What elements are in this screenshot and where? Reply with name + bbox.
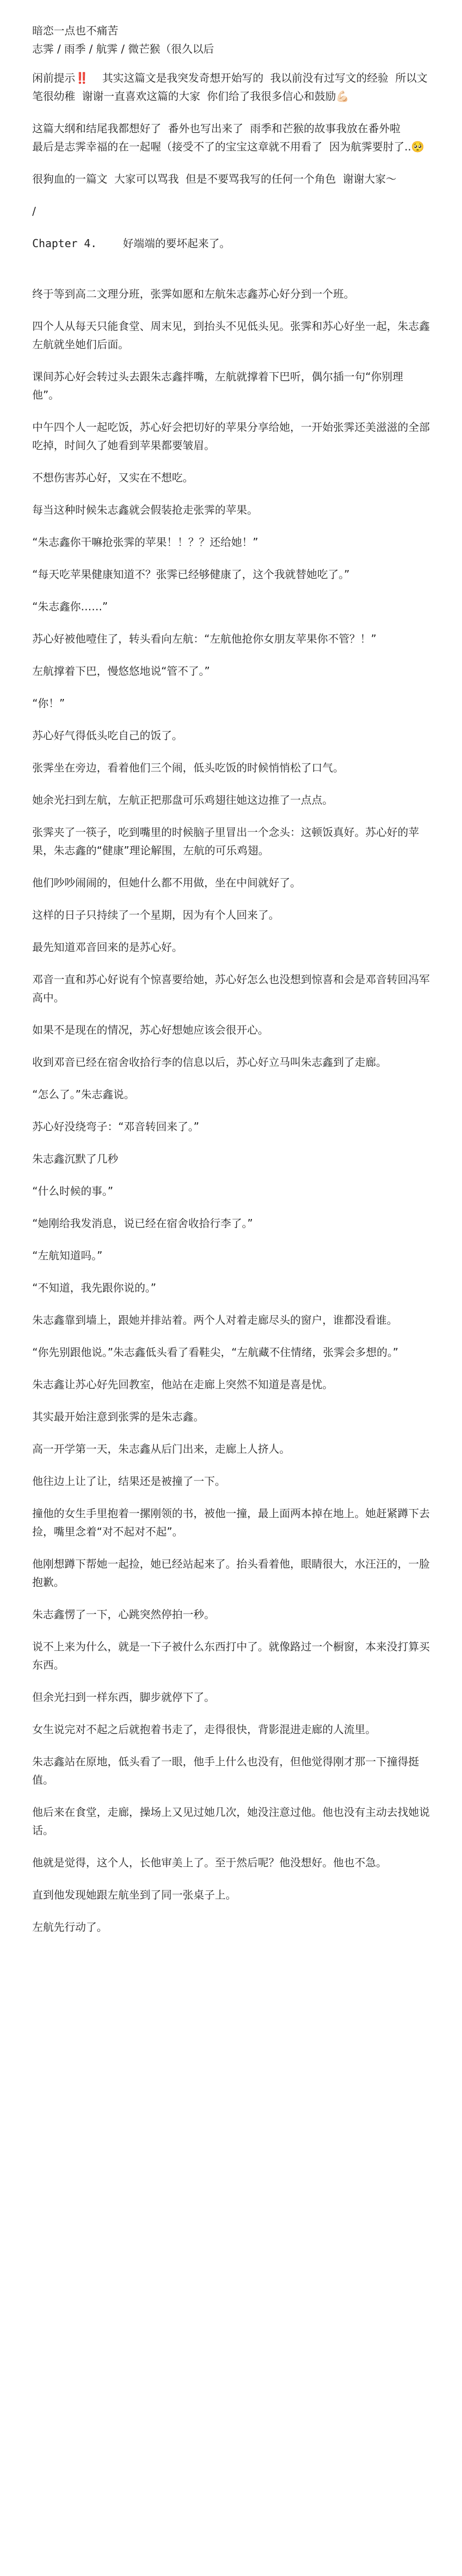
story-paragraph: “每天吃苹果健康知道不？张霁已经够健康了，这个我就替她吃了。” [32,568,350,581]
section-divider: / [32,205,36,218]
story-paragraph: 他就是觉得，这个人，长他审美上了。至于然后呢？他没想好。他也不急。 [32,1856,387,1869]
story-paragraph: 最先知道邓音回来的是苏心好。 [32,941,183,954]
story-paragraph: 他刚想蹲下帮她一起捡，她已经站起来了。抬头看着他，眼睛很大，水汪汪的，一脸抱歉。 [32,1557,430,1589]
story-paragraph: 直到他发现她跟左航坐到了同一张桌子上。 [32,1888,236,1901]
story-paragraph: “你！” [32,697,65,710]
story-paragraph: “她刚给我发消息，说已经在宿舍收拾行李了。” [32,1217,253,1230]
story-paragraph: “怎么了。”朱志鑫说。 [32,1088,135,1101]
story-paragraph: 张霁夹了一筷子，吃到嘴里的时候脑子里冒出一个念头：这顿饭真好。苏心好的苹果，朱志鑫的“健康”理论解围，左航的可乐鸡翅。 [32,826,419,857]
story-paragraph: “左航知道吗。” [32,1249,103,1262]
story-paragraph: 如果不是现在的情况，苏心好想她应该会很开心。 [32,1023,269,1036]
story-paragraph: 朱志鑫让苏心好先回教室，他站在走廊上突然不知道是喜是忧。 [32,1378,333,1391]
story-paragraph: 但余光扫到一样东西，脚步就停下了。 [32,1691,215,1704]
story-paragraph: 四个人从每天只能食堂、周末见，到抬头不见低头见。张霁和苏心好坐一起，朱志鑫左航就坐她们后面。 [32,320,430,351]
story-paragraph: 终于等到高二文理分班，张霁如愿和左航朱志鑫苏心好分到一个班。 [32,287,355,300]
story-paragraph: 收到邓音已经在宿舍收拾行李的信息以后，苏心好立马叫朱志鑫到了走廊。 [32,1056,387,1069]
story-paragraph: “什么时候的事。” [32,1185,113,1197]
author-notice: 闲前提示‼️ 其实这篇文是我突发奇想开始写的 我以前没有过写文的经验 所以文笔很幼稚 谢谢一直喜欢这篇的大家 你们给了我很多信心和鼓励💪🏻 [32,71,428,103]
author-notice: 最后是志霁幸福的在一起喔（接受不了的宝宝这章就不用看了 因为航霁要肘了..🥺 [32,140,425,153]
story-paragraph: 课间苏心好会转过头去跟朱志鑫拌嘴，左航就撑着下巴听，偶尔插一句“你别理他”。 [32,370,403,401]
story-paragraph: 他后来在食堂，走廊，操场上又见过她几次，她没注意过他。他也没有主动去找她说话。 [32,1806,430,1837]
story-paragraph: 这样的日子只持续了一个星期，因为有个人回来了。 [32,908,279,921]
author-notice: 很狗血的一篇文 大家可以骂我 但是不要骂我写的任何一个角色 谢谢大家～ [32,172,397,185]
story-paragraph: “朱志鑫你干嘛抢张霁的苹果！！？？还给她！” [32,536,258,549]
story-paragraph: 朱志鑫站在原地，低头看了一眼，他手上什么也没有，但他觉得刚才那一下撞得挺值。 [32,1755,419,1786]
author-notice: 这篇大纲和结尾我都想好了 番外也写出来了 雨季和芒猴的故事我放在番外啦 [32,122,401,135]
story-paragraph: 其实最开始注意到张霁的是朱志鑫。 [32,1410,204,1423]
story-paragraph: 撞他的女生手里抱着一摞刚领的书，被他一撞，最上面两本掉在地上。她赶紧蹲下去捡，嘴里念着“对不起对不起”。 [32,1507,430,1538]
story-paragraph: 张霁坐在旁边，看着他们三个闹，低头吃饭的时候悄悄松了口气。 [32,761,344,774]
story-title: 暗恋一点也不痛苦 [32,24,118,37]
story-paragraph: 不想伤害苏心好，又实在不想吃。 [32,471,193,484]
chapter-body [32,285,430,1936]
story-paragraph: 每当这种时候朱志鑫就会假装抢走张霁的苹果。 [32,503,258,516]
story-paragraph: “你先别跟他说。”朱志鑫低头看了看鞋尖，“左航藏不住情绪，张霁会多想的。” [32,1346,399,1359]
story-paragraph: 他往边上让了让，结果还是被撞了一下。 [32,1475,226,1488]
story-paragraph: 说不上来为什么，就是一下子被什么东西打中了。就像路过一个橱窗，本来没打算买东西。 [32,1640,430,1671]
story-paragraph: “不知道，我先跟你说的。” [32,1281,156,1294]
story-paragraph: 中午四个人一起吃饭，苏心好会把切好的苹果分享给她，一开始张霁还美滋滋的全部吃掉，时间久了她看到苹果都要皱眉。 [32,421,430,452]
story-tags: 志霁 / 雨季 / 航霁 / 微芒猴（很久以后 [32,42,214,55]
story-paragraph: 高一开学第一天，朱志鑫从后门出来，走廊上人挤人。 [32,1442,290,1455]
story-paragraph: 朱志鑫沉默了几秒 [32,1152,118,1165]
story-paragraph: 邓音一直和苏心好说有个惊喜要给她，苏心好怎么也没想到惊喜和会是邓音转回冯军高中。 [32,973,430,1004]
story-paragraph: 苏心好气得低头吃自己的饭了。 [32,729,183,742]
story-paragraph: 女生说完对不起之后就抱着书走了，走得很快，背影混进走廊的人流里。 [32,1723,376,1736]
story-paragraph: 左航撑着下巴，慢悠悠地说“管不了。” [32,665,210,677]
story-paragraph: 朱志鑫愣了一下，心跳突然停拍一秒。 [32,1608,215,1621]
story-paragraph: 苏心好被他噎住了，转头看向左航：“左航他抢你女朋友苹果你不管？！” [32,632,377,645]
chapter-title: Chapter 4. 好端端的要坏起来了。 [32,237,230,250]
story-paragraph: 她余光扫到左航，左航正把那盘可乐鸡翅往她这边推了一点点。 [32,793,333,806]
story-paragraph: 苏心好没绕弯子：“邓音转回来了。” [32,1120,199,1133]
story-paragraph: 他们吵吵闹闹的，但她什么都不用做，坐在中间就好了。 [32,876,301,889]
story-paragraph: 朱志鑫靠到墙上，跟她并排站着。两个人对着走廊尽头的窗户，谁都没看谁。 [32,1314,398,1326]
story-paragraph: “朱志鑫你……” [32,600,108,613]
story-paragraph: 左航先行动了。 [32,1921,107,1933]
